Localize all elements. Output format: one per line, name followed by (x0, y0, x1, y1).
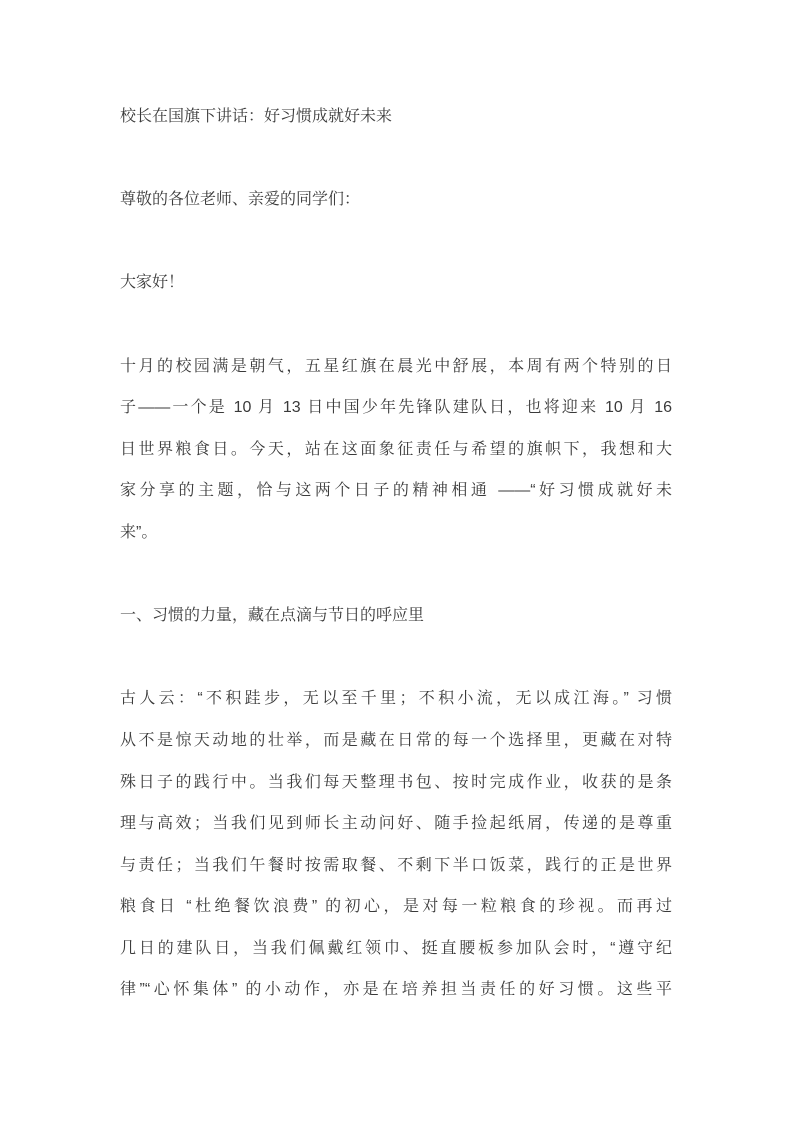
paragraph-line: 理与高效；当我们见到师长主动问好、随手捡起纸屑，传递的是尊重 (120, 815, 672, 833)
greeting-text: 大家好！ (120, 274, 185, 292)
salutation-block (120, 179, 672, 221)
paragraph-line: 家分享的主题，恰与这两个日子的精神相通 ——“好习惯成就好未 (120, 482, 672, 500)
paragraph-line: 十月的校园满是朝气，五星红旗在晨光中舒展，本周有两个特别的日 (120, 357, 672, 375)
paragraph-line: 粮食日 “杜绝餐饮浪费” 的初心，是对每一粒粮食的珍视。而再过 (120, 898, 672, 916)
paragraph-line: 殊日子的践行中。当我们每天整理书包、按时完成作业，收获的是条 (120, 773, 672, 791)
paragraph-line: 子——一个是 10 月 13 日中国少年先锋队建队日，也将迎来 10 月 16 (120, 399, 672, 417)
paragraph-habits (120, 678, 672, 1011)
document-title: 校长在国旗下讲话：好习惯成就好未来 (120, 108, 393, 125)
paragraph-line: 来”。 (120, 523, 158, 541)
section-heading: 一、习惯的力量，藏在点滴与节日的呼应里 (120, 607, 425, 625)
paragraph-line: 日世界粮食日。今天，站在这面象征责任与希望的旗帜下，我想和大 (120, 440, 672, 458)
paragraph-intro (120, 346, 672, 554)
greeting-block (120, 262, 672, 304)
paragraph-line: 从不是惊天动地的壮举，而是藏在日常的每一个选择里，更藏在对特 (120, 731, 672, 749)
section-heading-block (120, 595, 672, 637)
paragraph-line: 律”“心怀集体” 的小动作，亦是在培养担当责任的好习惯。这些平 (120, 981, 672, 999)
document-title-block (120, 96, 672, 138)
paragraph-line: 古人云：“不积跬步，无以至千里；不积小流，无以成江海。” 习惯 (120, 690, 672, 708)
paragraph-line: 与责任；当我们午餐时按需取餐、不剩下半口饭菜，践行的正是世界 (120, 856, 672, 874)
paragraph-line: 几日的建队日，当我们佩戴红领巾、挺直腰板参加队会时，“遵守纪 (120, 939, 672, 957)
salutation-text: 尊敬的各位老师、亲爱的同学们： (120, 191, 361, 209)
